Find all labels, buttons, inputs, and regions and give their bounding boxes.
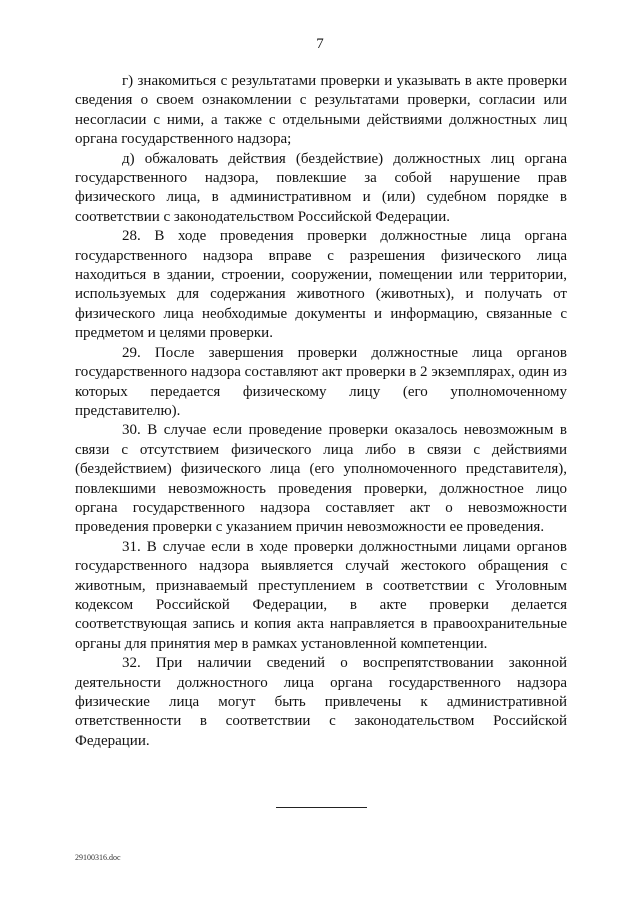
paragraph-30: 30. В случае если проведение проверки оказалось невозможным в связи с отсутствием физического лица либо в связи с действиями (бездействием) физического лица (его уполномоченного представителя), повлекшими невозможность проведения проверки, должностное лицо органа государственного надзора составляет акт о невозможности проведения проверки с указанием причин невозможности ее проведения. (75, 422, 567, 536)
paragraph-28: 28. В ходе проведения проверки должностные лица органа государственного надзора вправе с разрешения физического лица находиться в здании, строении, сооружении, помещении или территории, используемых для содержания животного (животных), и получать от физического лица необходимые документы и информацию, связанные с предметом и целями проверки. (75, 228, 567, 342)
paragraph-29: 29. После завершения проверки должностные лица органов государственного надзора составляют акт проверки в 2 экземплярах, один из которых передается физическому лицу (его уполномоченному представителю). (75, 344, 567, 419)
file-name-label: 29100316.doc (75, 853, 121, 862)
footer-divider (276, 807, 367, 808)
page-number: 7 (316, 36, 324, 52)
paragraph-item-g: г) знакомиться с результатами проверки и указывать в акте проверки сведения о своем ознакомлении с результатами проверки, согласии или несогласии с ними, а также с отдельными действиями должностных лиц органа государственного надзора; (75, 73, 567, 148)
paragraph-item-d: д) обжаловать действия (бездействие) должностных лиц органа государственного надзора, повлекшие за собой нарушение прав физического лица, в административном и (или) судебном порядке в соответствии с законодательством Российской Федерации. (75, 150, 567, 225)
paragraph-32: 32. При наличии сведений о воспрепятствовании законной деятельности должностного лица органа государственного надзора физические лица могут быть привлечены к административной ответственности в соответствии с законодательством Российской Федерации. (75, 655, 567, 749)
document-body (75, 72, 567, 751)
paragraph-31: 31. В случае если в ходе проверки должностными лицами органов государственного надзора выявляется случай жестокого обращения с животным, признаваемый преступлением в соответствии с Уголовным кодексом Российской Федерации, в акте проверки делается соответствующая запись и копия акта направляется в правоохранительные органы для принятия мер в рамках установленной компетенции. (75, 538, 567, 652)
